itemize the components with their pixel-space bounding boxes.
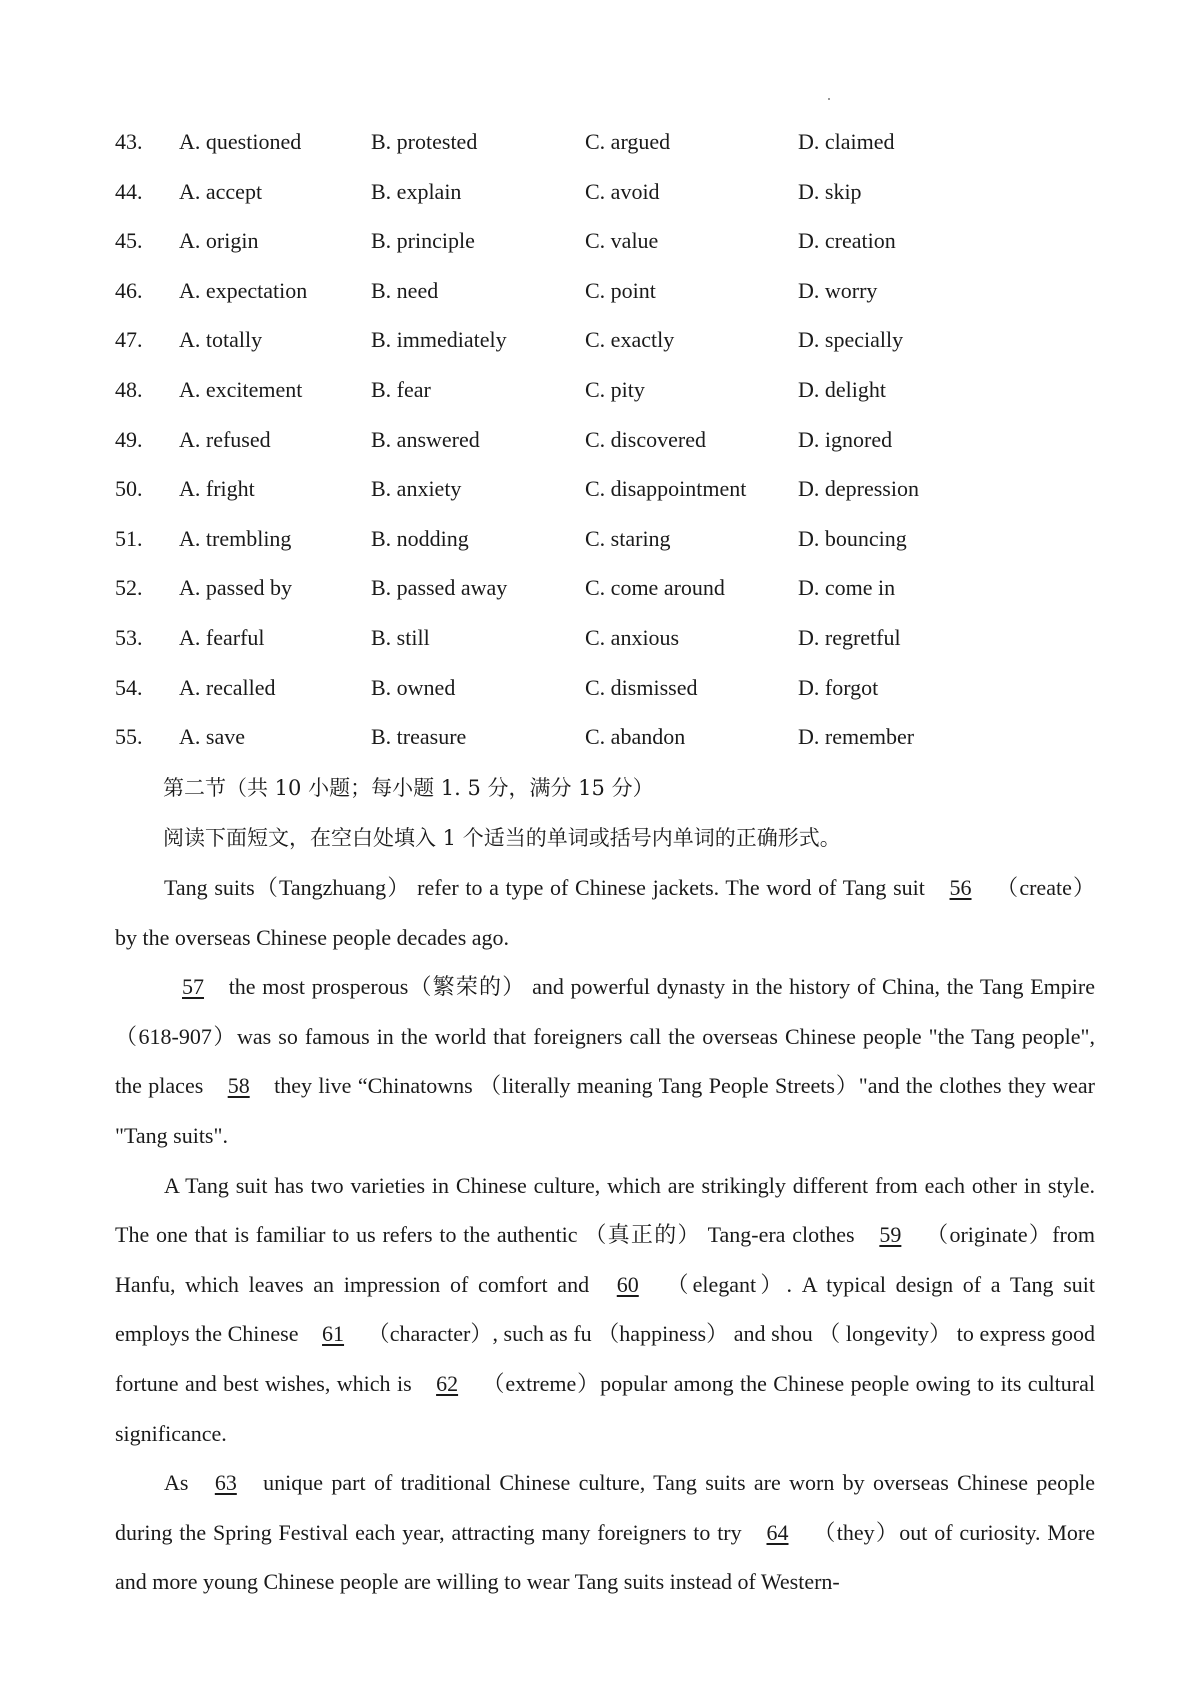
option-row-51 <box>0 514 1200 564</box>
blank-56: 56 <box>949 875 972 900</box>
question-number: 46. <box>115 277 143 303</box>
option-d: D. regretful <box>798 624 901 650</box>
option-a: A. questioned <box>179 129 302 154</box>
option-row-49 <box>0 415 1200 465</box>
passage-text: （elegant）. A typical design of a Tang suit employs the Chinese <box>115 1271 1095 1347</box>
option-a: A. accept <box>179 178 263 204</box>
scan-mark <box>828 98 830 100</box>
option-d: D. remember <box>798 724 915 750</box>
blank-61: 61 <box>322 1321 345 1347</box>
option-row-44 <box>0 167 1200 217</box>
option-b: B. protested <box>371 129 478 154</box>
passage-text: they live “Chinatowns （literally meaning Tang People Streets）"and the clothes they wear "Tang suits". <box>115 1073 1095 1148</box>
option-a: A. recalled <box>179 674 276 700</box>
option-c: C. disappointment <box>585 476 747 502</box>
option-d: D. delight <box>798 376 886 402</box>
section-heading: 第二节（共 10 小题；每小题 1. 5 分，满分 15 分） <box>163 776 654 800</box>
passage-paragraph-2 <box>115 962 1095 1160</box>
option-c: C. dismissed <box>585 674 698 700</box>
section-instruction: 阅读下面短文，在空白处填入 1 个适当的单词或括号内单词的正确形式。 <box>163 826 841 850</box>
option-b: B. passed away <box>371 575 508 601</box>
option-a: A. passed by <box>179 575 293 601</box>
passage-paragraph-1 <box>115 863 1095 962</box>
option-d: D. skip <box>798 178 862 204</box>
passage-text: the most prosperous（繁荣的） and powerful dynasty in the history of China, the Tang Empire （618-907）was so famous in the world that foreigners call the overseas Chinese people "the Tang people", the places <box>115 974 1095 1099</box>
option-c: C. argued <box>585 129 671 154</box>
question-number: 44. <box>115 178 143 204</box>
option-d: D. forgot <box>798 674 879 700</box>
option-d: D. worry <box>798 277 878 303</box>
passage-text: Tang suits（Tangzhuang） refer to a type of Chinese jackets. The word of Tang suit <box>164 875 932 900</box>
blank-62: 62 <box>436 1370 459 1396</box>
option-d: D. come in <box>798 575 896 601</box>
option-c: C. avoid <box>585 178 660 204</box>
passage-text: （create） by the overseas Chinese people decades ago. <box>115 875 1095 950</box>
option-b: B. owned <box>371 674 456 700</box>
passage-text: unique part of traditional Chinese culture, Tang suits are worn by overseas Chinese people during the Spring Festival each year, attracting many foreigners to try <box>115 1470 1095 1545</box>
option-row-54 <box>0 663 1200 713</box>
option-row-53 <box>0 613 1200 663</box>
option-c: C. value <box>585 228 659 254</box>
option-a: A. trembling <box>179 525 292 551</box>
option-b: B. explain <box>371 178 462 204</box>
option-a: A. origin <box>179 228 259 254</box>
option-c: C. point <box>585 277 656 303</box>
question-number: 47. <box>115 327 143 353</box>
option-row-46 <box>0 266 1200 316</box>
option-d: D. specially <box>798 327 904 353</box>
question-number: 51. <box>115 525 143 551</box>
blank-64: 64 <box>766 1519 789 1545</box>
option-d: D. depression <box>798 476 919 502</box>
option-d: D. bouncing <box>798 525 907 551</box>
option-a: A. fearful <box>179 624 265 650</box>
section-two <box>115 763 1095 1607</box>
question-number: 52. <box>115 575 143 601</box>
question-number: 54. <box>115 674 143 700</box>
blank-59: 59 <box>879 1222 902 1248</box>
option-a: A. totally <box>179 327 263 353</box>
blank-63: 63 <box>214 1470 237 1496</box>
option-c: C. abandon <box>585 724 686 750</box>
option-row-52 <box>0 563 1200 613</box>
option-d: D. ignored <box>798 426 893 452</box>
passage-text: A Tang suit has two varieties in Chinese culture, which are strikingly different from each other in style. The one that is familiar to us refers to the authentic （真正的） Tang-era clothes <box>115 1172 1095 1248</box>
question-number: 50. <box>115 476 143 502</box>
option-b: B. principle <box>371 228 475 254</box>
question-number: 45. <box>115 228 143 254</box>
option-c: C. anxious <box>585 624 680 650</box>
passage-paragraph-3 <box>115 1161 1095 1459</box>
option-a: A. expectation <box>179 277 308 303</box>
option-row-55 <box>0 712 1200 762</box>
option-b: B. treasure <box>371 724 467 750</box>
option-b: B. nodding <box>371 525 469 551</box>
question-number: 48. <box>115 376 143 402</box>
passage-text: （they）out of curiosity. More and more young Chinese people are willing to wear Tang suits instead of Western- <box>115 1519 1096 1595</box>
blank-60: 60 <box>616 1271 639 1297</box>
option-b: B. fear <box>371 376 431 402</box>
question-number: 53. <box>115 624 143 650</box>
option-row-50 <box>0 464 1200 514</box>
passage-paragraph-4 <box>115 1458 1095 1607</box>
passage-text: As <box>164 1470 197 1496</box>
option-b: B. answered <box>371 426 480 452</box>
option-c: C. pity <box>585 376 645 402</box>
option-a: A. fright <box>179 476 255 502</box>
option-a: A. excitement <box>179 376 303 402</box>
option-row-47 <box>0 315 1200 365</box>
option-row-43 <box>0 117 1200 167</box>
option-b: B. still <box>371 624 430 650</box>
option-d: D. creation <box>798 228 896 254</box>
option-c: C. discovered <box>585 426 706 452</box>
option-b: B. anxiety <box>371 476 462 502</box>
option-a: A. save <box>179 724 245 750</box>
option-a: A. refused <box>179 426 271 452</box>
option-c: C. exactly <box>585 327 675 353</box>
option-d: D. claimed <box>798 129 895 154</box>
passage-text: （extreme）popular among the Chinese people owing to its cultural significance. <box>115 1370 1095 1446</box>
blank-58: 58 <box>227 1073 250 1099</box>
question-number: 55. <box>115 724 143 750</box>
passage-text: （character）, such as fu （happiness） and shou （ longevity） to express good fortune and best wishes, which is <box>115 1321 1095 1396</box>
option-c: C. come around <box>585 575 725 601</box>
question-number: 43. <box>115 129 143 154</box>
option-c: C. staring <box>585 525 671 551</box>
option-b: B. need <box>371 277 439 303</box>
option-row-48 <box>0 365 1200 415</box>
passage-text: （originate）from Hanfu, which leaves an impression of comfort and <box>115 1222 1095 1297</box>
option-b: B. immediately <box>371 327 507 353</box>
option-row-45 <box>0 216 1200 266</box>
question-number: 49. <box>115 426 143 452</box>
options-table <box>0 117 1200 762</box>
blank-57: 57 <box>182 974 204 1000</box>
